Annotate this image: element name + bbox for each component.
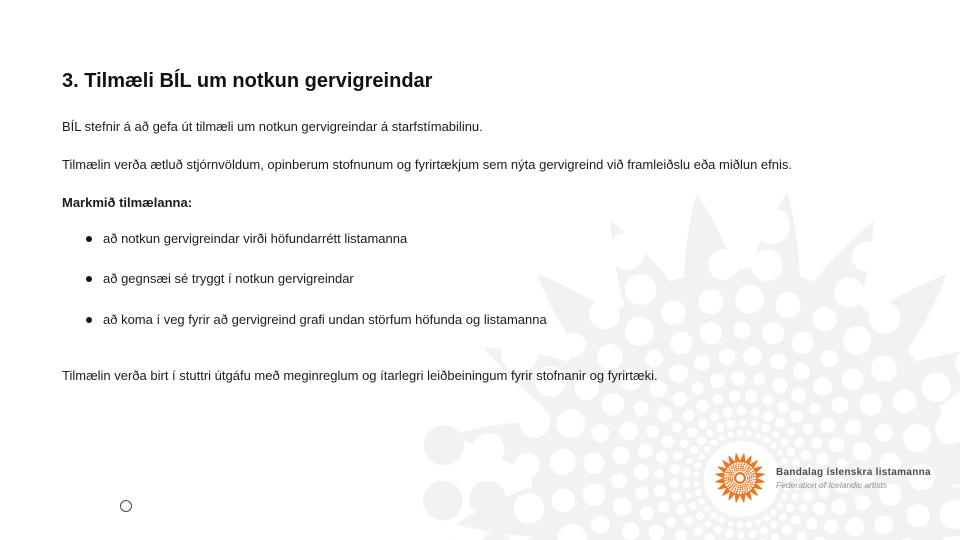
slide-marker-circle-icon	[120, 500, 132, 512]
logo-tagline: Federation of Icelandic artists	[776, 479, 888, 490]
list-item	[62, 231, 803, 247]
bullet-icon	[86, 276, 92, 282]
goal-text: að gegnsæi sé tryggt í notkun gervigreindar	[103, 271, 354, 287]
slide-title: 3. Tilmæli BÍL um notkun gervigreindar	[62, 70, 433, 92]
bil-logo	[712, 450, 931, 506]
paragraph-publication: Tilmælin verða birt í stuttri útgáfu með meginreglum og ítarlegri leiðbeiningum fyrir stofnanir og fyrirtæki.	[62, 368, 658, 383]
goal-text: að koma í veg fyrir að gervigreind grafi undan störfum höfunda og listamanna	[103, 311, 547, 327]
list-item	[62, 271, 803, 287]
bullet-icon	[86, 317, 92, 323]
bullet-icon	[86, 236, 92, 242]
paragraph-intro: BÍL stefnir á að gefa út tilmæli um notkun gervigreindar á starfstímabilinu.	[62, 119, 483, 134]
sunburst-logo-icon	[712, 450, 768, 506]
paragraph-audience: Tilmælin verða ætluð stjórnvöldum, opinberum stofnunum og fyrirtækjum sem nýta gervigreind við framleiðslu eða miðlun efnis.	[62, 157, 792, 172]
logo-name: Bandalag íslenskra listamanna	[776, 466, 931, 478]
logo-text-block	[776, 467, 931, 490]
goal-text: að notkun gervigreindar virði höfundarrétt listamanna	[103, 231, 408, 246]
list-item	[62, 312, 803, 328]
goals-list	[62, 231, 803, 352]
goals-heading: Markmið tilmælanna:	[62, 195, 193, 210]
